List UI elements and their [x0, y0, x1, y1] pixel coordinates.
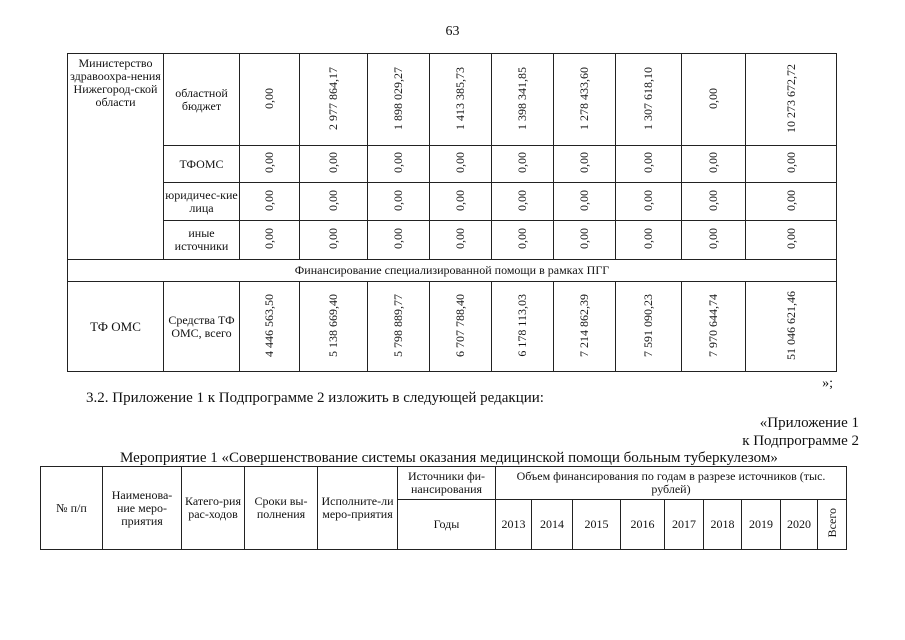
source-cell: областной бюджет	[164, 54, 240, 146]
value-cell: 7 970 644,74	[706, 293, 720, 357]
source-cell: Средства ТФ ОМС, всего	[164, 282, 240, 372]
source-cell: иные источники	[164, 221, 240, 260]
value-cell: 0,00	[706, 228, 720, 249]
table-row	[68, 54, 837, 146]
org-cell: ТФ ОМС	[68, 282, 164, 372]
table-row	[68, 146, 837, 183]
col-executors-header: Исполните-ли меро-приятия	[318, 467, 398, 550]
col-years-label: Годы	[398, 500, 496, 550]
value-cell: 0,00	[262, 189, 276, 211]
year-header: 2014	[532, 500, 573, 550]
value-cell: 6 707 788,40	[453, 293, 467, 357]
value-cell: 6 178 113,03	[515, 293, 529, 357]
value-cell: 5 798 889,77	[391, 293, 405, 357]
value-cell: 1 278 433,60	[577, 66, 591, 130]
org-cell: Министерство здравоохра-нения Нижегород-ской области	[68, 54, 164, 260]
value-cell: 0,00	[706, 152, 720, 173]
value-cell: 0,00	[262, 87, 276, 109]
value-cell: 0,00	[706, 87, 720, 109]
value-cell: 0,00	[326, 228, 340, 249]
col-volume-header: Объем финансирования по годам в разрезе источников (тыс. рублей)	[496, 467, 847, 500]
value-cell: 0,00	[577, 228, 591, 249]
value-cell: 1 413 385,73	[453, 66, 467, 130]
value-cell: 1 398 341,85	[515, 66, 529, 130]
value-cell: 0,00	[577, 152, 591, 173]
year-header: 2016	[621, 500, 665, 550]
year-header: 2013	[496, 500, 532, 550]
funding-table-top	[67, 53, 837, 372]
value-cell: 0,00	[326, 152, 340, 173]
col-num-header: № п/п	[41, 467, 103, 550]
value-cell: 0,00	[515, 152, 529, 173]
value-cell: 0,00	[391, 228, 405, 249]
value-cell: 0,00	[783, 228, 798, 249]
section-title: Финансирование специализированной помощи в рамках ПГГ	[68, 260, 837, 282]
value-cell: 1 898 029,27	[391, 66, 405, 130]
value-cell: 0,00	[453, 189, 467, 211]
value-cell: 0,00	[706, 189, 720, 211]
appendix-subheading: к Подпрограмме 2	[742, 433, 859, 449]
value-cell: 0,00	[453, 228, 467, 249]
col-name-header: Наименова-ние меро-приятия	[103, 467, 182, 550]
col-sources-header: Источники фи-нансирования	[398, 467, 496, 500]
section-row	[68, 260, 837, 282]
value-cell: 2 977 864,17	[326, 66, 340, 130]
value-cell: 0,00	[515, 228, 529, 249]
value-cell: 4 446 563,50	[262, 293, 276, 357]
value-cell: 1 307 618,10	[641, 66, 655, 130]
year-header: 2017	[665, 500, 704, 550]
header-row	[41, 467, 847, 500]
year-header: 2015	[573, 500, 621, 550]
amendment-paragraph: 3.2. Приложение 1 к Подпрограмме 2 изложить в следующей редакции:	[86, 390, 544, 406]
table-row	[68, 183, 837, 221]
value-cell: 0,00	[453, 152, 467, 173]
value-cell: 0,00	[391, 189, 405, 211]
appendix-heading: «Приложение 1	[759, 415, 859, 431]
source-cell: юридичес-кие лица	[164, 183, 240, 221]
value-cell: 0,00	[641, 152, 655, 173]
value-cell: 5 138 669,40	[326, 293, 340, 357]
value-cell: 7 214 862,39	[577, 293, 591, 357]
value-cell: 0,00	[783, 152, 798, 173]
col-category-header: Катего-рия рас-ходов	[182, 467, 245, 550]
page-number: 63	[445, 24, 460, 39]
value-cell: 10 273 672,72	[783, 63, 798, 133]
col-terms-header: Сроки вы-полнения	[245, 467, 318, 550]
value-cell: 0,00	[515, 189, 529, 211]
table-row	[68, 221, 837, 260]
value-cell: 0,00	[641, 189, 655, 211]
value-cell: 0,00	[262, 152, 276, 173]
value-cell: 0,00	[641, 228, 655, 249]
funding-table-bottom	[40, 466, 847, 550]
value-cell: 7 591 090,23	[641, 293, 655, 357]
value-cell: 51 046 621,46	[783, 290, 798, 360]
value-cell: 0,00	[262, 228, 276, 249]
value-cell: 0,00	[391, 152, 405, 173]
year-header: 2019	[742, 500, 781, 550]
table-row	[68, 282, 837, 372]
closing-quote: »;	[822, 376, 833, 391]
event-title: Мероприятие 1 «Совершенствование системы оказания медицинской помощи больным туберкулезом»	[120, 450, 778, 466]
value-cell: 0,00	[326, 189, 340, 211]
year-header: 2020	[781, 500, 818, 550]
year-header: 2018	[704, 500, 742, 550]
value-cell: 0,00	[577, 189, 591, 211]
total-header: Всего	[824, 508, 839, 538]
source-cell: ТФОМС	[164, 146, 240, 183]
value-cell: 0,00	[783, 189, 798, 211]
